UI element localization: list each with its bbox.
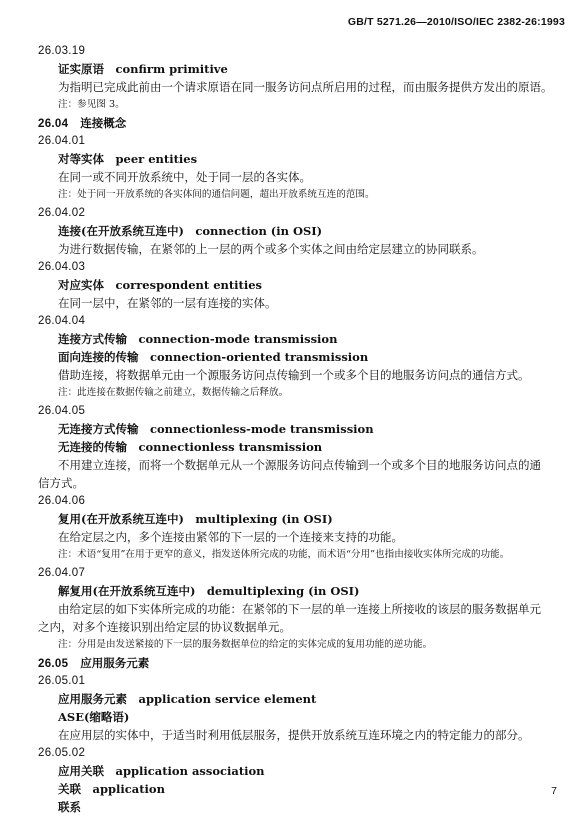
entry-number: 26.05.01 xyxy=(38,675,86,687)
term: 无连接方式传输 connectionless-mode transmission xyxy=(58,422,374,436)
section-title: 连接概念 xyxy=(80,116,127,130)
definition-line-1: 不用建立连接，而将一个数据单元从一个源服务访问点传输到一个或多个目的地服务访问点的通 xyxy=(58,458,541,472)
definition: 为进行数据传输，在紧邻的上一层的两个或多个实体之间由给定层建立的协同联系。 xyxy=(58,242,484,256)
entry-number: 26.04.03 xyxy=(38,261,86,273)
term-synonym: 联系 xyxy=(58,800,81,814)
entry-number: 26.03.19 xyxy=(38,45,86,57)
term: 对等实体 peer entities xyxy=(58,152,198,166)
definition-line-2: 之内，对多个连接识别出给定层的协议数据单元。 xyxy=(38,620,291,634)
definition-line-1: 由给定层的如下实体所完成的功能：在紧邻的下一层的单一连接上所接收的该层的服务数据单元 xyxy=(58,602,541,616)
term: 连接(在开放系统互连中) connection (in OSI) xyxy=(58,224,323,238)
definition: 借助连接，将数据单元由一个源服务访问点传输到一个或多个目的地服务访问点的通信方式。 xyxy=(58,368,530,382)
term-synonym: 面向连接的传输 connection-oriented transmission xyxy=(58,350,369,364)
page-header: GB/T 5271.26—2010/ISO/IEC 2382-26:1993 xyxy=(347,16,565,28)
definition: 在应用层的实体中，于适当时利用低层服务，提供开放系统互连环境之内的特定能力的部分。 xyxy=(58,728,530,742)
term: 解复用(在开放系统互连中) demultiplexing (in OSI) xyxy=(58,584,360,598)
entry-number: 26.04.06 xyxy=(38,495,86,507)
page-number: 7 xyxy=(551,785,557,797)
entry-number: 26.05.02 xyxy=(38,747,86,759)
definition: 在同一层中，在紧邻的一层有连接的实体。 xyxy=(58,296,277,310)
term-synonym: 关联 application xyxy=(58,782,165,796)
term: 连接方式传输 connection-mode transmission xyxy=(58,332,338,346)
section-heading xyxy=(38,654,554,672)
note: 注：分用是由发送紧接的下一层的服务数据单位的给定的实体完成的复用功能的逆功能。 xyxy=(58,639,433,650)
entry-number: 26.04.01 xyxy=(38,135,86,147)
definition: 在同一或不同开放系统中，处于同一层的各实体。 xyxy=(58,170,311,184)
term: 应用关联 application association xyxy=(58,764,265,778)
term: 复用(在开放系统互连中) multiplexing (in OSI) xyxy=(58,512,333,526)
term-synonym: 无连接的传输 connectionless transmission xyxy=(58,440,323,454)
term: 对应实体 correspondent entities xyxy=(58,278,263,292)
note: 注：术语“复用”在用于更窄的意义，指发送体所完成的功能，而术语“分用”也指由接收实体所完成的功能。 xyxy=(58,549,510,560)
note: 注：处于同一开放系统的各实体间的通信问题，超出开放系统互连的范围。 xyxy=(58,189,375,200)
term: 应用服务元素 application service element xyxy=(58,692,317,706)
term: 证实原语 confirm primitive xyxy=(58,62,228,76)
entry-number: 26.04.05 xyxy=(38,405,86,417)
section-heading xyxy=(38,114,554,132)
entry-number: 26.04.02 xyxy=(38,207,86,219)
definition: 为指明已完成此前由一个请求原语在同一服务访问点所启用的过程，而由服务提供方发出的原语。 xyxy=(58,80,553,94)
definition-line-2: 信方式。 xyxy=(38,476,84,490)
section-number: 26.04 xyxy=(38,118,69,130)
document-body xyxy=(38,42,554,816)
note: 注：参见图 3。 xyxy=(58,99,125,110)
definition: 在给定层之内，多个连接由紧邻的下一层的一个连接来支持的功能。 xyxy=(58,530,403,544)
entry-number: 26.04.07 xyxy=(38,567,86,579)
section-number: 26.05 xyxy=(38,658,69,670)
entry-number: 26.04.04 xyxy=(38,315,86,327)
note: 注：此连接在数据传输之前建立，数据传输之后释放。 xyxy=(58,387,289,398)
section-title: 应用服务元素 xyxy=(80,656,150,670)
abbreviation: ASE(缩略语) xyxy=(58,710,130,724)
